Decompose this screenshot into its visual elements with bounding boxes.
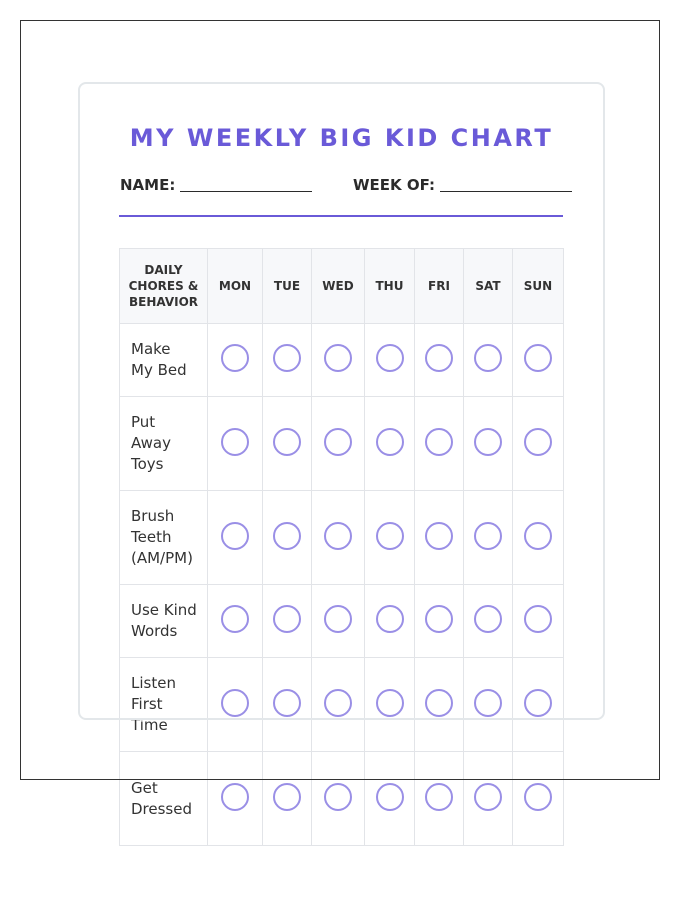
header-sun: SUN [513, 249, 564, 324]
day-cell-fri[interactable] [415, 752, 464, 846]
chore-label-line: Away [131, 434, 171, 452]
chore-label-line: Get [131, 778, 158, 797]
chore-label-line: First [131, 695, 163, 713]
table-row [120, 752, 564, 846]
day-cell-thu[interactable] [365, 752, 415, 846]
chore-label-line: Make [131, 340, 171, 358]
header-chores: DAILY CHORES & BEHAVIOR [120, 249, 208, 324]
day-cell-sun[interactable] [513, 752, 564, 846]
checkbox-circle-icon[interactable] [474, 783, 502, 811]
checkbox-circle-icon[interactable] [273, 783, 301, 811]
chore-label-line: Words [131, 622, 178, 640]
day-cell-wed[interactable] [312, 752, 365, 846]
header-fri: FRI [415, 249, 464, 324]
header-thu: THU [365, 249, 415, 324]
day-cell-tue[interactable] [263, 752, 312, 846]
day-cell-sat[interactable] [464, 752, 513, 846]
chore-label [120, 752, 208, 846]
checkbox-circle-icon[interactable] [425, 783, 453, 811]
chore-label-line: Brush [131, 507, 175, 525]
chore-label-line: My Bed [131, 361, 187, 379]
header-wed: WED [312, 249, 365, 324]
chore-label-line: (AM/PM) [131, 549, 193, 567]
chore-label-line: Time [131, 716, 168, 734]
chore-label-line: Toys [131, 455, 164, 473]
checkbox-circle-icon[interactable] [221, 783, 249, 811]
chore-label-line: Teeth [131, 528, 172, 546]
name-label: NAME: [120, 176, 176, 194]
chart-card [78, 82, 605, 720]
checkbox-circle-icon[interactable] [376, 783, 404, 811]
chart-title: MY WEEKLY BIG KID CHART [129, 124, 554, 152]
header-mon: MON [208, 249, 263, 324]
checkbox-circle-icon[interactable] [324, 783, 352, 811]
week-label: WEEK OF: [353, 176, 436, 194]
checkbox-circle-icon[interactable] [524, 783, 552, 811]
chore-label-line: Put [131, 413, 156, 431]
header-tue: TUE [263, 249, 312, 324]
chore-label-line: Listen [131, 674, 176, 692]
day-cell-mon[interactable] [208, 752, 263, 846]
chore-label-line: Dressed [131, 799, 192, 818]
chore-label-line: Use Kind [131, 601, 197, 619]
header-sat: SAT [464, 249, 513, 324]
